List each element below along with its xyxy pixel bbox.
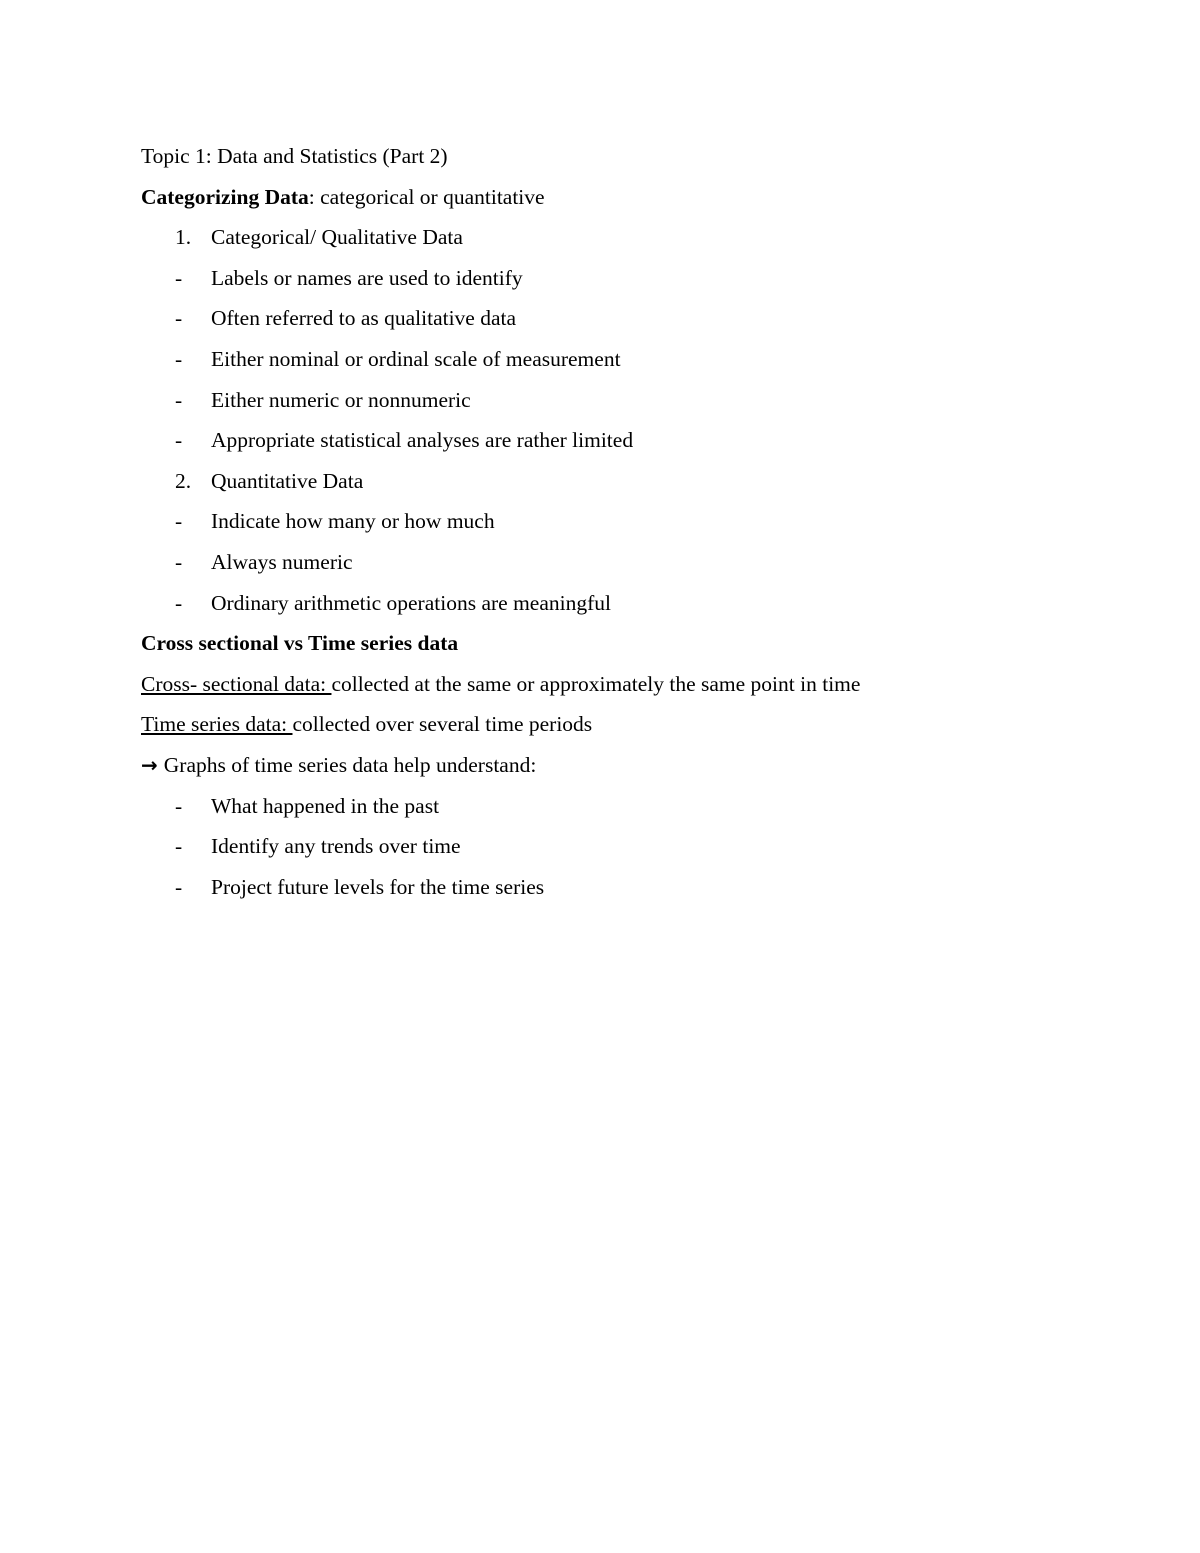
graphs-intro <box>141 749 1041 790</box>
list-number: 1. <box>175 225 192 250</box>
dash-marker: - <box>175 306 183 331</box>
dash-marker: - <box>175 793 183 818</box>
cross-sectional-text: collected at the same or approximately the same point in time <box>331 671 861 696</box>
dash-marker: - <box>175 346 183 371</box>
bullet-item <box>141 505 1041 546</box>
bullet-item <box>141 424 1041 465</box>
bullet-text: Identify any trends over time <box>211 834 461 859</box>
list-item-text: Categorical/ Qualitative Data <box>211 225 463 250</box>
dash-marker: - <box>175 509 183 534</box>
bullet-text: Labels or names are used to identify <box>211 265 523 290</box>
bullet-text: Ordinary arithmetic operations are meaningful <box>211 590 611 615</box>
document-page <box>141 140 1041 911</box>
list-item-text: Quantitative Data <box>211 468 364 493</box>
dash-marker: - <box>175 428 183 453</box>
bullet-item <box>141 871 1041 912</box>
time-series-definition <box>141 708 1041 749</box>
time-series-term: Time series data: <box>141 712 293 737</box>
bullet-item <box>141 546 1041 587</box>
dash-marker: - <box>175 874 183 899</box>
graphs-intro-text: Graphs of time series data help understand: <box>163 752 537 777</box>
document-title: Topic 1: Data and Statistics (Part 2) <box>141 144 448 168</box>
bullet-text: Indicate how many or how much <box>211 509 495 534</box>
numbered-item-categorical <box>141 221 1041 262</box>
categorizing-heading-bold: Categorizing Data <box>141 184 309 209</box>
list-number: 2. <box>175 468 192 493</box>
bullet-text: What happened in the past <box>211 793 440 818</box>
bullet-text: Either numeric or nonnumeric <box>211 387 471 412</box>
section-categorizing-heading <box>141 181 1041 222</box>
bullet-text: Appropriate statistical analyses are rather limited <box>211 428 634 453</box>
categorizing-heading-rest: : categorical or quantitative <box>308 184 545 209</box>
bullet-item <box>141 587 1041 628</box>
cross-sectional-definition <box>141 668 1041 709</box>
cross-sectional-term: Cross- sectional data: <box>141 671 332 696</box>
dash-marker: - <box>175 590 183 615</box>
bullet-item <box>141 830 1041 871</box>
bullet-item <box>141 262 1041 303</box>
dash-marker: - <box>175 549 183 574</box>
section-cross-time-heading: Cross sectional vs Time series data <box>141 631 459 656</box>
bullet-item <box>141 302 1041 343</box>
bullet-text: Often referred to as qualitative data <box>211 306 517 331</box>
bullet-item <box>141 384 1041 425</box>
arrow-right-icon: → <box>141 752 158 777</box>
bullet-text: Either nominal or ordinal scale of measurement <box>211 346 621 371</box>
dash-marker: - <box>175 834 183 859</box>
numbered-item-quantitative <box>141 465 1041 506</box>
bullet-text: Project future levels for the time series <box>211 874 545 899</box>
bullet-item <box>141 790 1041 831</box>
time-series-text: collected over several time periods <box>292 712 593 737</box>
bullet-text: Always numeric <box>211 549 353 574</box>
dash-marker: - <box>175 387 183 412</box>
dash-marker: - <box>175 265 183 290</box>
bullet-item <box>141 343 1041 384</box>
